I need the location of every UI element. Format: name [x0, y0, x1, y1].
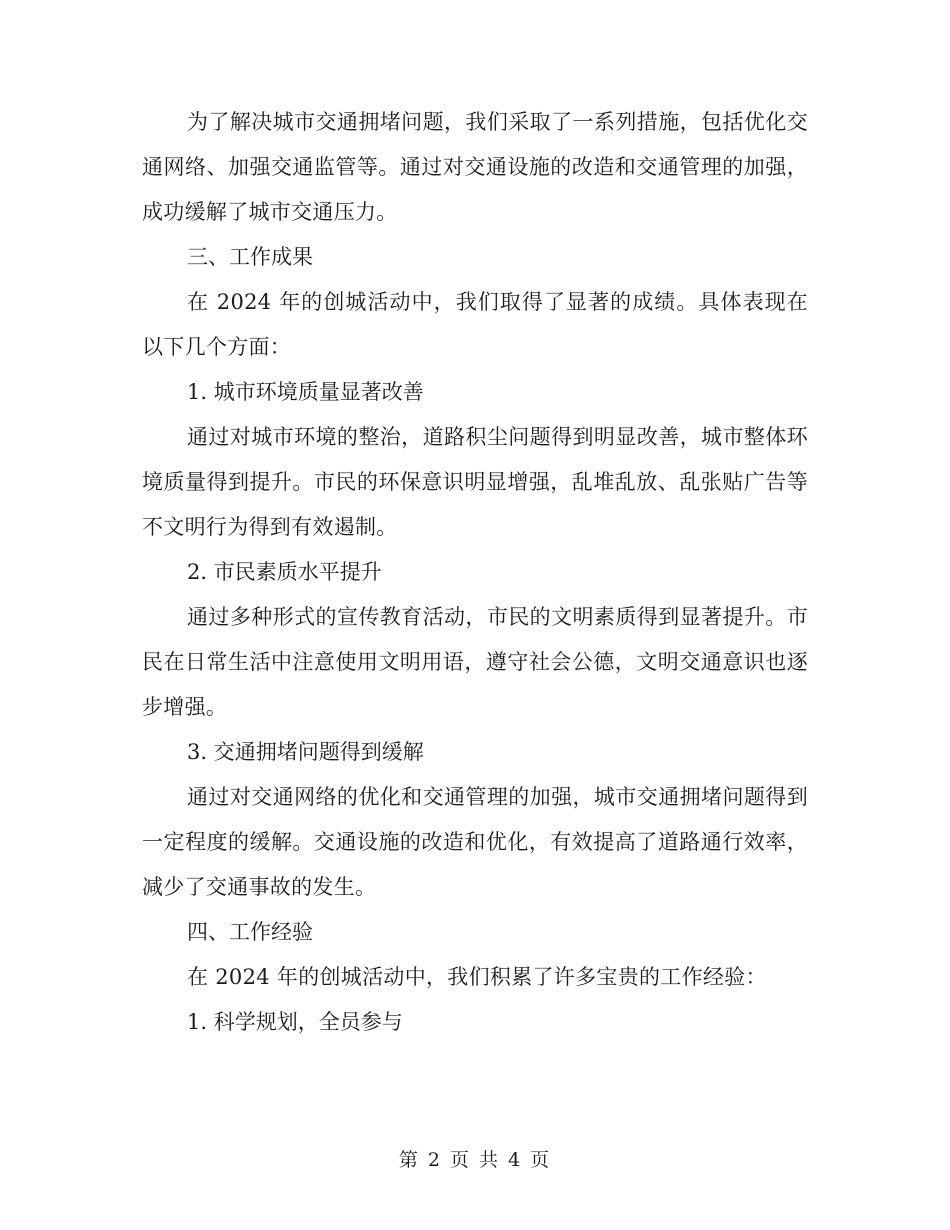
list-item-traffic: 3. 交通拥堵问题得到缓解	[187, 740, 424, 764]
document-body	[142, 100, 808, 1045]
section-heading-results: 三、工作成果	[187, 245, 313, 269]
list-item-planning: 1. 科学规划，全员参与	[187, 1010, 403, 1034]
paragraph-environment: 通过对城市环境的整治，道路积尘问题得到明显改善，城市整体环境质量得到提升。市民的环保意识明显增强，乱堆乱放、乱张贴广告等不文明行为得到有效遏制。	[142, 425, 808, 539]
paragraph-results-intro: 在 2024 年的创城活动中，我们取得了显著的成绩。具体表现在以下几个方面：	[142, 290, 808, 359]
paragraph-citizen-quality: 通过多种形式的宣传教育活动，市民的文明素质得到显著提升。市民在日常生活中注意使用文明用语，遵守社会公德，文明交通意识也逐步增强。	[142, 605, 808, 719]
paragraph-experience-intro: 在 2024 年的创城活动中，我们积累了许多宝贵的工作经验：	[187, 965, 767, 989]
list-item-citizen-quality: 2. 市民素质水平提升	[187, 560, 382, 584]
paragraph-traffic: 通过对交通网络的优化和交通管理的加强，城市交通拥堵问题得到一定程度的缓解。交通设施的改造和优化，有效提高了道路通行效率，减少了交通事故的发生。	[142, 785, 808, 899]
page-number-footer: 第 2 页 共 4 页	[398, 1149, 552, 1171]
paragraph-traffic-measures: 为了解决城市交通拥堵问题，我们采取了一系列措施，包括优化交通网络、加强交通监管等。通过对交通设施的改造和交通管理的加强，成功缓解了城市交通压力。	[142, 110, 808, 224]
section-heading-experience: 四、工作经验	[187, 920, 313, 944]
list-item-environment: 1. 城市环境质量显著改善	[187, 380, 424, 404]
